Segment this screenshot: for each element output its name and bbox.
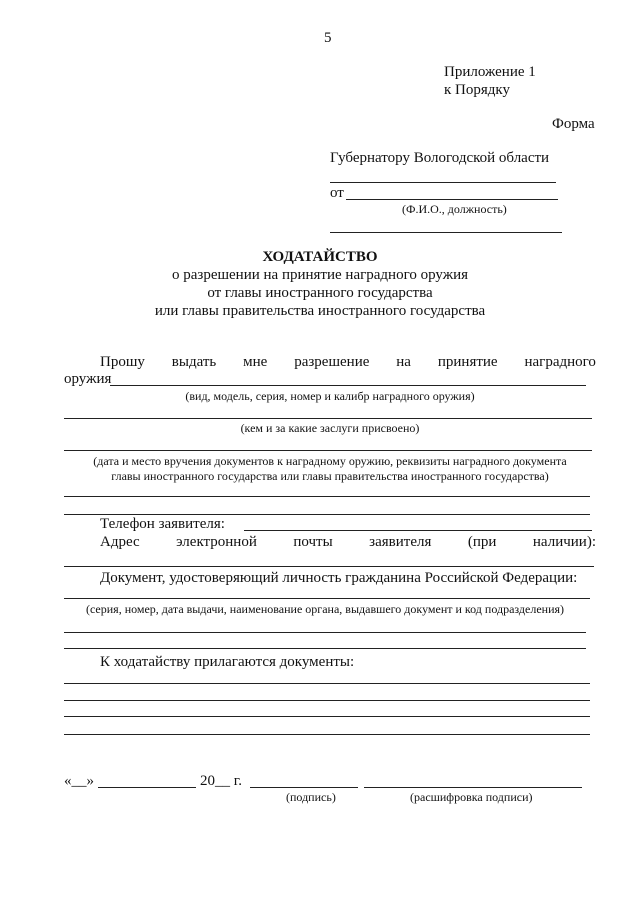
addressee-from-line <box>346 199 558 200</box>
appendix-line-1: Приложение 1 <box>444 64 536 80</box>
request-word: выдать <box>171 354 217 370</box>
document-title: ХОДАТАЙСТВО <box>262 249 378 265</box>
attachments-line-3[interactable] <box>64 716 590 717</box>
email-word: (при <box>467 534 497 550</box>
addressee-line-2 <box>330 232 562 233</box>
id-doc-extra-line-1[interactable] <box>64 632 586 633</box>
extra-line-2[interactable] <box>64 514 590 515</box>
request-sentence <box>100 354 596 371</box>
id-doc-extra-line-2[interactable] <box>64 648 586 649</box>
form-label: Форма <box>552 116 595 132</box>
request-word: на <box>396 354 411 370</box>
attachments-label: К ходатайству прилагаются документы: <box>100 654 355 670</box>
signature-caption: (подпись) <box>286 790 336 804</box>
attachments-line-2[interactable] <box>64 700 590 701</box>
awarded-line[interactable] <box>64 418 592 419</box>
weapon-caption: (вид, модель, серия, номер и калибр наградного оружия) <box>185 389 475 403</box>
email-word: заявителя <box>369 534 432 550</box>
email-word: почты <box>293 534 333 550</box>
addressee-governor: Губернатору Вологодской области <box>330 150 550 166</box>
signature-decode-line[interactable] <box>364 787 582 788</box>
title-sub-2: от главы иностранного государства <box>207 285 433 301</box>
attachments-line-1[interactable] <box>64 683 590 684</box>
signature-line[interactable] <box>250 787 358 788</box>
signature-decode-caption: (расшифровка подписи) <box>410 790 533 804</box>
email-line[interactable] <box>64 566 594 567</box>
delivery-caption-1: (дата и место вручения документов к наградному оружию, реквизиты наградного документа <box>93 454 567 468</box>
date-day: «__» <box>64 773 94 789</box>
request-word: принятие <box>437 354 498 370</box>
awarded-caption: (кем и за какие заслуги присвоено) <box>240 421 420 435</box>
phone-label: Телефон заявителя: <box>100 516 225 532</box>
page-number: 5 <box>324 30 332 46</box>
title-sub-3: или главы правительства иностранного государства <box>154 303 486 319</box>
email-word: наличии): <box>532 534 596 550</box>
addressee-line-1 <box>330 182 556 183</box>
request-word: наградного <box>524 354 596 370</box>
fio-caption: (Ф.И.О., должность) <box>402 202 507 216</box>
weapon-line[interactable] <box>110 385 586 386</box>
id-doc-label: Документ, удостоверяющий личность гражданина Российской Федерации: <box>100 570 578 586</box>
delivery-line[interactable] <box>64 450 592 451</box>
date-year: 20__ г. <box>200 773 242 789</box>
request-word: мне <box>243 354 268 370</box>
phone-line[interactable] <box>244 530 592 531</box>
request-word: Прошу <box>100 354 145 370</box>
request-word: разрешение <box>294 354 370 370</box>
email-sentence <box>100 534 596 551</box>
addressee-from-prefix: от <box>330 185 344 201</box>
delivery-caption-2: главы иностранного государства или главы правительства иностранного государства) <box>111 469 549 483</box>
appendix-line-2: к Порядку <box>444 82 510 98</box>
attachments-line-4[interactable] <box>64 734 590 735</box>
id-doc-line[interactable] <box>64 598 590 599</box>
email-word: электронной <box>176 534 257 550</box>
date-month-line[interactable] <box>98 787 196 788</box>
weapon-word: оружия <box>64 371 112 387</box>
extra-line-1[interactable] <box>64 496 590 497</box>
title-sub-1: о разрешении на принятие наградного оружия <box>171 267 468 283</box>
email-word: Адрес <box>100 534 140 550</box>
id-doc-caption: (серия, номер, дата выдачи, наименование органа, выдавшего документ и код подразделения) <box>85 602 565 616</box>
